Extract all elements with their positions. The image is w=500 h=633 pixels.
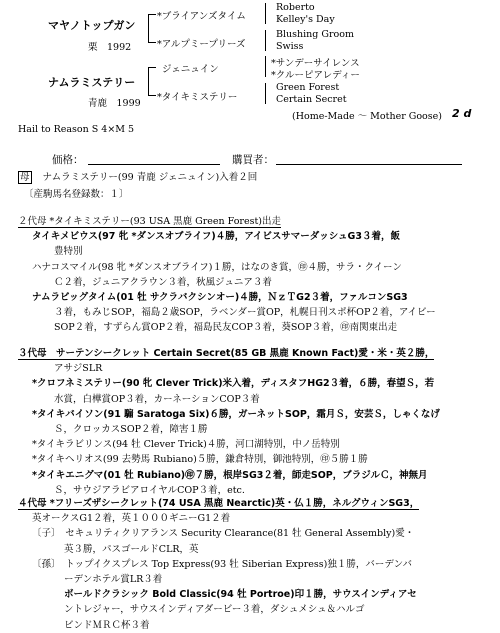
- dam-name: ナムラミステリー: [48, 76, 136, 89]
- dam-dam: *タイキミステリー: [157, 92, 238, 103]
- dam-summary: ナムラミステリー(99 青鹿 ジェニュイン)入着２回: [42, 172, 258, 183]
- family-line: (Home-Made ～ Mother Goose): [292, 111, 442, 122]
- family-number: 2 d: [452, 107, 472, 120]
- progeny-line: 水賞，白樺賞OP３着，カーネーションCOP３着: [54, 393, 260, 405]
- ped-line: [265, 83, 266, 104]
- dam-sire: ジェニュイン: [162, 64, 219, 75]
- gen3-7: Green Forest: [276, 82, 340, 93]
- progeny-line: Ｓ，クロッカスSOP２着，障害１勝: [54, 424, 208, 436]
- third-dam-section: [18, 346, 488, 498]
- ped-line: [148, 14, 156, 15]
- ped-line: [265, 3, 266, 24]
- progeny-line: ーデンホテル賞LR３着: [64, 574, 163, 586]
- gen3-8: Certain Secret: [276, 94, 347, 105]
- ped-line: [148, 14, 149, 42]
- progeny-line: ３着，もみじSOP，福島２歳SOP，ラベンダー賞OP，札幌日刊スポ杯OP２着，アイビー: [54, 307, 436, 319]
- progeny-line: ボールドクラシック Bold Classic(94 牡 Portroe)印１勝，サウスインディアセ: [64, 589, 417, 601]
- ped-line: [265, 56, 266, 77]
- progeny-line: アサジSLR: [54, 363, 103, 375]
- progeny-line: *タイキラビリンス(94 牡 Clever Trick)４勝，河口湖特別，中ノ岳特別: [32, 439, 340, 451]
- dam-badge: 母: [20, 172, 30, 183]
- progeny-line: *タイキヘリオス(99 去勢馬 Rubiano)５勝，鎌倉特別，御池特別，㊞５勝１勝: [32, 454, 368, 466]
- second-dam-header: ２代母 *タイキミステリー(93 USA 黒鹿 Green Forest)出走: [18, 216, 281, 227]
- gen3-2: Kelley's Day: [276, 14, 335, 25]
- progeny-line: *クロフネミステリー(90 牝 Clever Trick)米入着，ディスタフHG2３着，６勝，春望Ｓ，若: [32, 378, 435, 390]
- sire-sire: *ブライアンズタイム: [157, 11, 246, 22]
- sire-name: マヤノトップガン: [48, 19, 136, 32]
- gen3-1: Roberto: [276, 2, 315, 13]
- ped-line: [265, 30, 266, 51]
- ped-line: [148, 42, 156, 43]
- ped-line: [148, 95, 156, 96]
- fourth-dam-header: ４代母 *フリーズザシークレット(74 USA 黒鹿 Nearctic)英・仏１勝，ネルグウィンSG3，: [18, 498, 420, 509]
- ped-line: [148, 67, 149, 95]
- buyer-label: 購買者：: [232, 154, 274, 166]
- price-line: [88, 164, 220, 165]
- sire-dam: *アルプミープリーズ: [157, 39, 246, 50]
- progeny-line: ビンドＭＲＣ杯３着: [64, 619, 150, 631]
- progeny-line: ントレジャー，サウスインディアダービー３着，ダシュメシュ＆ハルゴ: [64, 604, 365, 616]
- second-dam-section: [18, 214, 488, 336]
- progeny-line: 英オークスG1２着，英１０００ギニーG1２着: [32, 513, 231, 525]
- progeny-line: *タイキバイソン(91 騸 Saratoga Six)６勝，ガーネットSOP，霜月Ｓ，安芸Ｓ，しゃくなげ: [32, 408, 440, 420]
- progeny-line: ハナコスマイル(98 牝 *ダンスオブライフ)１勝，はなのき賞，㊞４勝，サラ・クイーン: [32, 261, 402, 273]
- ped-line: [148, 67, 156, 68]
- progeny-line: Ｓ，サウジアラビアロイヤルCOP３着，etc.: [54, 484, 245, 496]
- gen3-4: Swiss: [276, 41, 304, 52]
- progeny-line: 英３勝，パスゴールドCLR，英: [64, 543, 199, 555]
- progeny-line: *タイキエニグマ(01 牡 Rubiano)㊞７勝，根岸SG3２着，師走SOP，ブラジルＣ，神無月: [32, 469, 428, 481]
- buyer-line: [276, 164, 462, 165]
- price-label: 価格：: [52, 154, 84, 166]
- progeny-line: 〔孫〕 トップイクスプレス Top Express(93 牡 Siberian Express)独１勝，バーデンバ: [32, 558, 412, 570]
- progeny-line: 〔子〕 セキュリティクリアランス Security Clearance(81 牡 General Assembly)愛・: [32, 528, 415, 540]
- progeny-line: タイキメビウス(97 牝 *ダンスオブライフ)４勝，アイビスサマーダッシュG3３着，飯: [32, 231, 400, 243]
- gen3-3: Blushing Groom: [276, 29, 354, 40]
- progeny-line: ナムラビッグタイム(01 牡 サクラバクシンオー)４勝，ＮｚＴG2３着，ファルコンSG3: [32, 292, 408, 304]
- progeny-line: Ｃ２着，ジュニアクラウン３着，秋風ジュニア３着: [54, 276, 272, 288]
- progeny-line: SOP２着，すずらん賞OP２着，福島民友COP３着，葵SOP３着，㊞南関東出走: [54, 322, 398, 334]
- inbreeding-note: Hail to Reason S 4×M 5: [18, 124, 135, 135]
- sire-info: 栗 1992: [88, 42, 132, 53]
- registered-count: 〔産駒馬名登録数：１〕: [24, 189, 129, 200]
- dam-info: 青鹿 1999: [88, 98, 141, 109]
- gen3-5: *サンデーサイレンス: [271, 58, 360, 69]
- progeny-line: 豊特別: [54, 246, 83, 258]
- gen3-6: *クルーピアレディー: [271, 70, 360, 81]
- third-dam-header: ３代母 サーテンシークレット Certain Secret(85 GB 黒鹿 Known Fact)愛・米・英２勝，: [18, 348, 435, 359]
- fourth-dam-section: [18, 496, 488, 633]
